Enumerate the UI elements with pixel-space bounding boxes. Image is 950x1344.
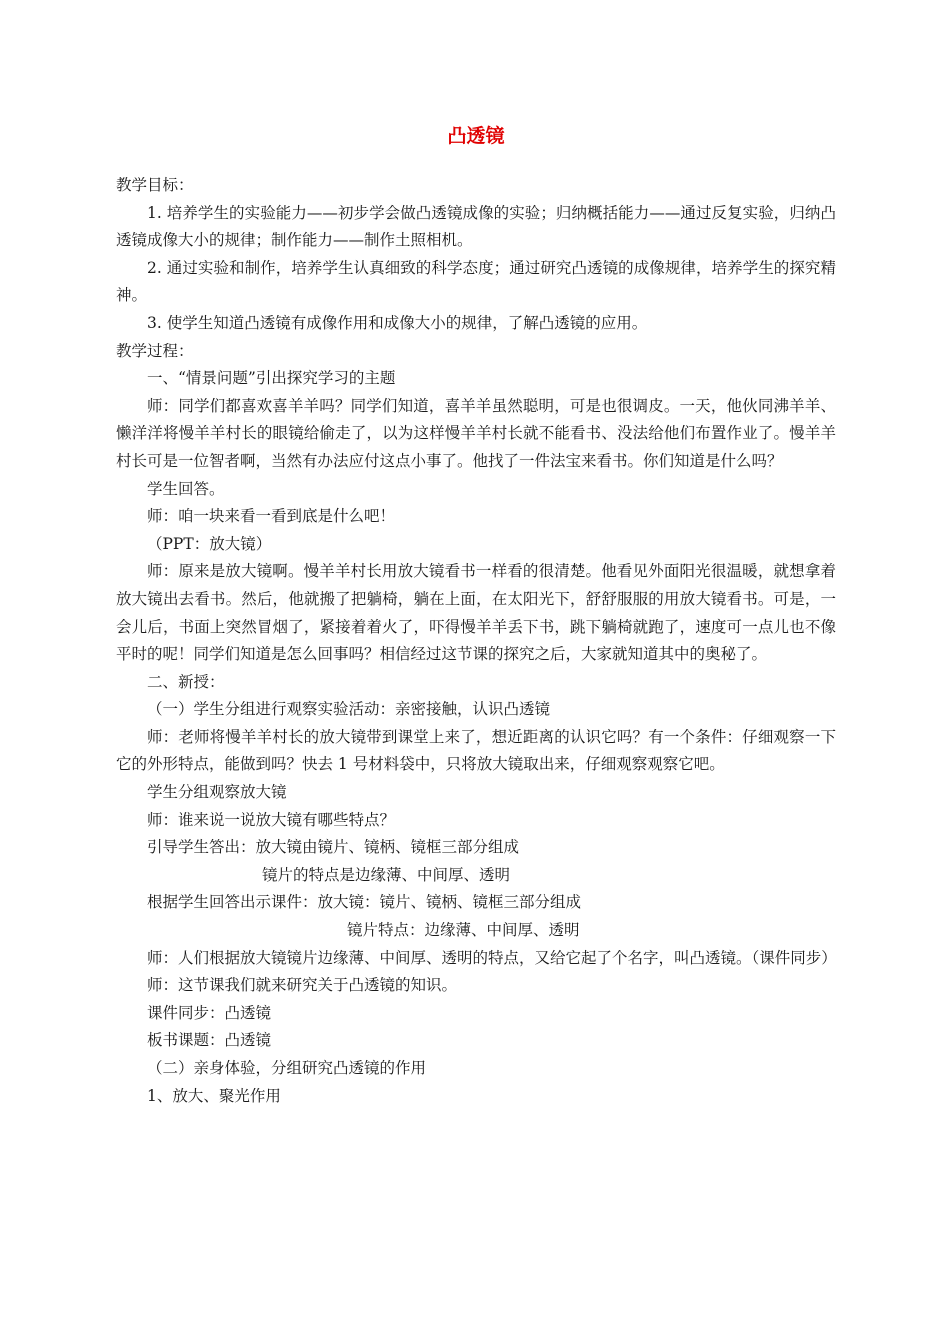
paragraph: 1. 培养学生的实验能力——初步学会做凸透镜成像的实验；归纳概括能力——通过反复实验，归纳凸透镜成像大小的规律；制作能力——制作土照相机。 bbox=[116, 203, 836, 250]
paragraph: （二）亲身体验，分组研究凸透镜的作用 bbox=[147, 1059, 427, 1077]
paragraph: 师：原来是放大镜啊。慢羊羊村长用放大镜看书一样看的很清楚。他看见外面阳光很温暖，就想拿着放大镜出去看书。然后，他就搬了把躺椅，躺在上面，在太阳光下，舒舒服服的用放大镜看书。可是，一会儿后，书面上突然冒烟了，紧接着着火了，吓得慢羊羊丢下书，跳下躺椅就跑了，速度可一点儿也不像平时的呢！同学们知道是怎么回事吗？相信经过这节课的探究之后，大家就知道其中的奥秘了。 bbox=[116, 562, 836, 664]
paragraph: 镜片的特点是边缘薄、中间厚、透明 bbox=[262, 865, 511, 884]
paragraph: 1、放大、聚光作用 bbox=[147, 1086, 281, 1105]
document-page bbox=[116, 118, 836, 1110]
paragraph: 师：同学们都喜欢喜羊羊吗？同学们知道，喜羊羊虽然聪明，可是也很调皮。一天，他伙同沸羊羊、懒洋洋将慢羊羊村长的眼镜给偷走了，以为这样慢羊羊村长就不能看书、没法给他们布置作业了。慢羊羊村长可是一位智者啊，当然有办法应付这点小事了。他找了一件法宝来看书。你们知道是什么吗？ bbox=[116, 396, 836, 470]
document-body bbox=[116, 172, 836, 1110]
paragraph: 一、“情景问题”引出探究学习的主题 bbox=[147, 369, 396, 388]
document-title: 凸透镜 bbox=[447, 125, 505, 147]
paragraph: 课件同步：凸透镜 bbox=[147, 1003, 272, 1022]
paragraph: 根据学生回答出示课件：放大镜：镜片、镜柄、镜框三部分组成 bbox=[147, 893, 582, 912]
paragraph: 2. 通过实验和制作，培养学生认真细致的科学态度；通过研究凸透镜的成像规律，培养学生的探究精神。 bbox=[116, 258, 836, 305]
paragraph: 师：咱一块来看一看到底是什么吧！ bbox=[147, 507, 396, 526]
paragraph: 镜片特点：边缘薄、中间厚、透明 bbox=[347, 921, 580, 940]
paragraph: 学生回答。 bbox=[147, 479, 225, 498]
paragraph: 学生分组观察放大镜 bbox=[147, 783, 287, 802]
paragraph: 引导学生答出：放大镜由镜片、镜柄、镜框三部分组成 bbox=[147, 838, 520, 857]
paragraph: 教学过程： bbox=[116, 341, 194, 360]
paragraph: 二、新授： bbox=[147, 672, 225, 691]
paragraph: （PPT：放大镜） bbox=[147, 534, 272, 553]
paragraph: 教学目标： bbox=[116, 176, 194, 194]
paragraph: 师：人们根据放大镜镜片边缘薄、中间厚、透明的特点，又给它起了个名字，叫凸透镜。（课件同步） bbox=[147, 948, 837, 967]
paragraph: （一）学生分组进行观察实验活动：亲密接触，认识凸透镜 bbox=[147, 700, 551, 719]
paragraph: 师：老师将慢羊羊村长的放大镜带到课堂上来了，想近距离的认识它吗？有一个条件：仔细观察一下它的外形特点，能做到吗？快去 1 号材料袋中，只将放大镜取出来，仔细观察观察它吧。 bbox=[116, 727, 836, 774]
paragraph: 3. 使学生知道凸透镜有成像作用和成像大小的规律，了解凸透镜的应用。 bbox=[147, 313, 648, 332]
paragraph: 师：这节课我们就来研究关于凸透镜的知识。 bbox=[147, 976, 458, 995]
paragraph: 师：谁来说一说放大镜有哪些特点？ bbox=[147, 810, 396, 829]
paragraph: 板书课题：凸透镜 bbox=[147, 1031, 272, 1050]
